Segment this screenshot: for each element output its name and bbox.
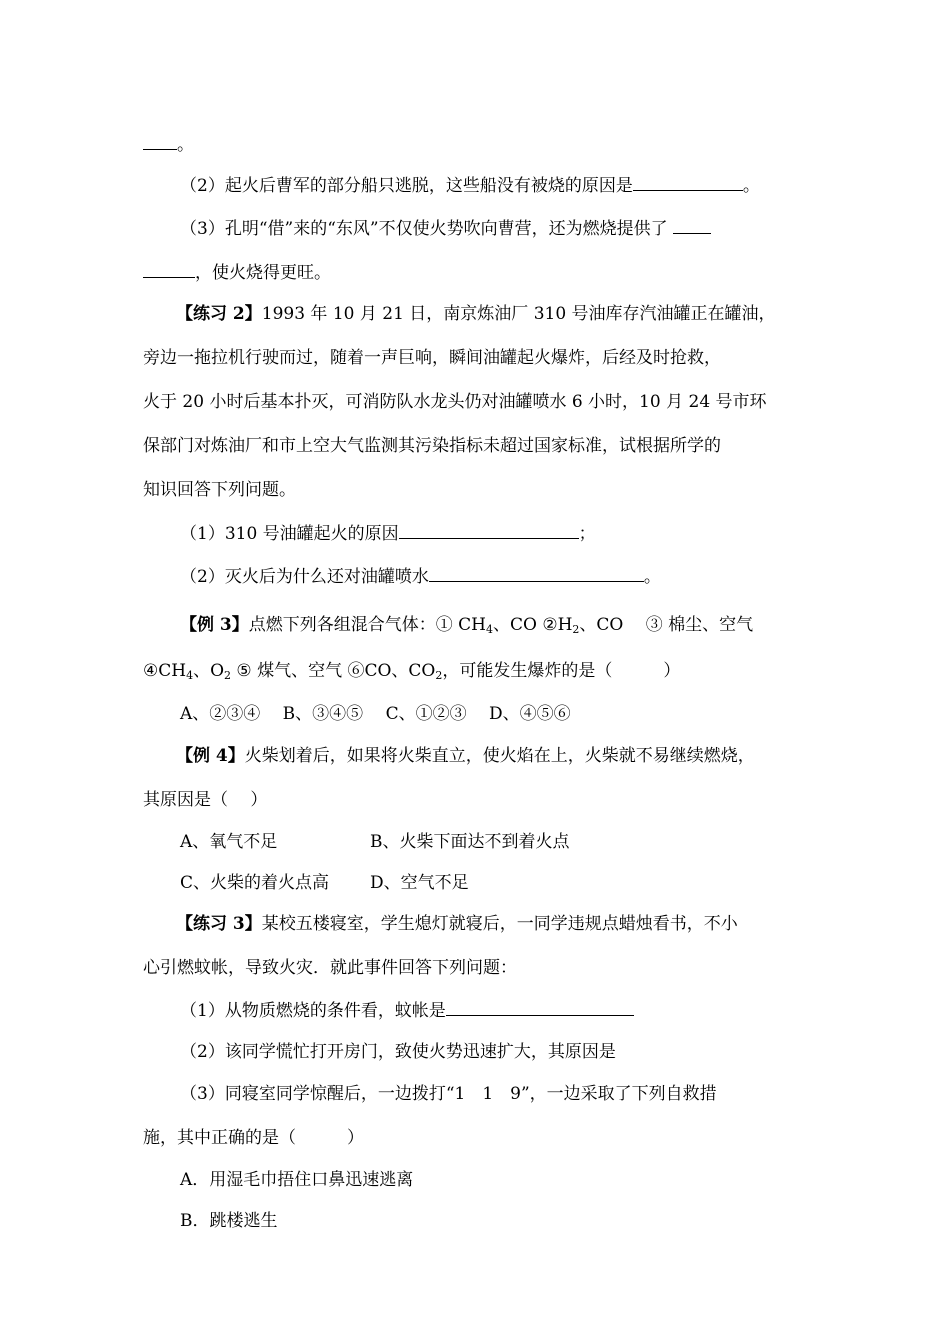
exercise-3-question-1: [180, 1000, 634, 1022]
answer-blank: [673, 218, 711, 234]
answer-blank: [446, 1000, 634, 1016]
example-tag: 【例 3】: [180, 615, 249, 635]
text: 旁边一拖拉机行驶而过，随着一声巨响，瞬间油罐起火爆炸，后经及时抢救，: [143, 348, 721, 368]
text: 1993 年 10 月 21 日，南京炼油厂 310 号油库存汽油罐正在罐油，: [261, 304, 776, 324]
subscript: 2: [224, 669, 232, 682]
text: 保部门对炼油厂和市上空大气监测其污染指标未超过国家标准，试根据所学的: [143, 436, 721, 456]
text: （3）同寝室同学惊醒后，一边拨打“1 1 9”，一边采取了下列自救措: [180, 1084, 717, 1104]
text: ，使火烧得更旺。: [195, 263, 331, 283]
option-c: C、火柴的着火点高: [180, 873, 330, 893]
prev-question-3-cont: [143, 262, 331, 284]
exercise-2-line-3: [143, 391, 767, 413]
text: ④CH: [143, 661, 187, 681]
text: （1）310 号油罐起火的原因: [180, 524, 399, 544]
text: 。: [177, 135, 194, 155]
text: 其原因是（ ）: [143, 790, 268, 810]
answer-blank: [429, 566, 644, 582]
exercise-2-line-2: [143, 347, 721, 369]
text: （2）起火后曹军的部分船只逃脱，这些船没有被烧的原因是: [180, 176, 633, 196]
exercise-3-question-2: [180, 1041, 616, 1063]
text: 。: [742, 176, 760, 196]
text: 、O: [193, 661, 225, 681]
options-text: A、②③④ B、③④⑤ C、①②③ D、④⑤⑥: [180, 704, 571, 724]
exercise-3-question-3: [180, 1083, 717, 1105]
exercise-3-option-a: [180, 1169, 413, 1191]
exercise-2-line-1: [176, 303, 776, 325]
text: ；: [578, 524, 596, 544]
example-4-option-d: [370, 872, 469, 894]
option-a: A．用湿毛巾捂住口鼻迅速逃离: [180, 1170, 414, 1190]
answer-blank: [633, 175, 743, 191]
example-4-option-c: [180, 872, 329, 894]
exercise-2-line-5: [143, 479, 296, 501]
subscript: 4: [486, 623, 493, 636]
answer-blank: [143, 134, 177, 150]
subscript: 2: [435, 669, 443, 682]
subscript: 4: [186, 669, 194, 682]
text: 火柴划着后，如果将火柴直立，使火焰在上，火柴就不易继续燃烧，: [244, 746, 755, 766]
text: 心引燃蚊帐，导致火灾．就此事件回答下列问题：: [143, 958, 517, 978]
prev-answer-tail: [143, 134, 194, 156]
text: （2）该同学慌忙打开房门，致使火势迅速扩大，其原因是: [180, 1042, 616, 1062]
text: 某校五楼寝室，学生熄灯就寝后，一同学违规点蜡烛看书，不小: [261, 914, 738, 934]
exercise-tag: 【练习 2】: [176, 304, 262, 324]
example-3-options: [180, 703, 571, 725]
exercise-3-line-1: [176, 913, 738, 935]
answer-blank: [143, 262, 195, 278]
example-4-option-a: [180, 831, 277, 853]
option-b: B．跳楼逃生: [180, 1211, 278, 1231]
option-d: D、空气不足: [370, 873, 469, 893]
text: 火于 20 小时后基本扑灭，可消防队水龙头仍对油罐喷水 6 小时，10 月 24 号市环: [143, 392, 767, 412]
text: （1）从物质燃烧的条件看，蚊帐是: [180, 1001, 446, 1021]
text: ⑤ 煤气、空气 ⑥CO、CO: [231, 661, 436, 681]
example-3-line-1: [180, 614, 753, 636]
exercise-2-line-4: [143, 435, 721, 457]
text: ，可能发生爆炸的是（ ）: [442, 661, 681, 681]
text: 、CO ②H: [493, 615, 573, 635]
text: 点燃下列各组混合气体：① CH: [248, 615, 486, 635]
exercise-3-line-2: [143, 957, 517, 979]
example-4-line-2: [143, 789, 267, 811]
example-tag: 【例 4】: [176, 746, 245, 766]
exercise-tag: 【练习 3】: [176, 914, 262, 934]
exercise-3-question-3-cont: [143, 1127, 364, 1149]
answer-blank: [399, 523, 579, 539]
option-b: B、火柴下面达不到着火点: [370, 832, 570, 852]
text: 知识回答下列问题。: [143, 480, 296, 500]
option-a: A、氧气不足: [180, 832, 278, 852]
prev-question-3: [180, 218, 711, 240]
text: 施，其中正确的是（ ）: [143, 1128, 364, 1148]
example-3-line-2: [143, 660, 680, 682]
subscript: 2: [572, 623, 580, 636]
exercise-3-option-b: [180, 1210, 278, 1232]
prev-question-2: [180, 175, 760, 197]
text: （3）孔明“借”来的“东风”不仅使火势吹向曹营，还为燃烧提供了: [180, 219, 668, 239]
exercise-2-question-1: [180, 523, 596, 545]
text: （2）灭火后为什么还对油罐喷水: [180, 567, 429, 587]
text: 。: [643, 567, 661, 587]
example-4-option-b: [370, 831, 570, 853]
exercise-2-question-2: [180, 566, 661, 588]
example-4-line-1: [176, 745, 755, 767]
text: 、CO ③ 棉尘、空气: [579, 615, 754, 635]
